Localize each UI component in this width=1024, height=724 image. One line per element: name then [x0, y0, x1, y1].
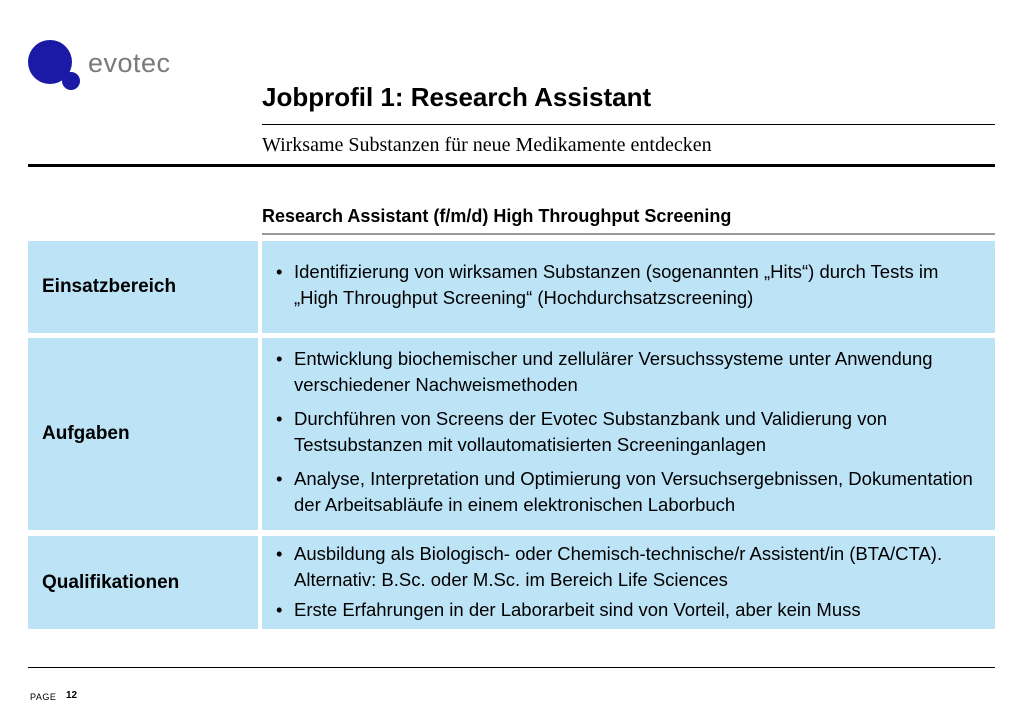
title-divider [262, 124, 995, 125]
list-item: • Entwicklung biochemischer und zellulärer Versuchssysteme unter Anwendung verschiedener Nachweismethoden [276, 346, 985, 398]
logo-dot-small [62, 72, 80, 90]
row-aufgaben [28, 338, 995, 530]
list-item: • Durchführen von Screens der Evotec Substanzbank und Validierung von Testsubstanzen mit vollautomatisierten Screeninganlagen [276, 406, 985, 458]
page-title: Jobprofil 1: Research Assistant [262, 82, 652, 112]
row-content [262, 338, 995, 530]
page-subtitle: Wirksame Substanzen für neue Medikamente entdecken [262, 134, 712, 156]
row-content [262, 536, 995, 629]
header-divider [28, 164, 995, 167]
evotec-logo [28, 38, 188, 94]
list-item: • Identifizierung von wirksamen Substanzen (sogenannten „Hits“) durch Tests im „High Throughput Screening“ (Hochdurchsatzscreening) [276, 259, 985, 311]
list-item: • Analyse, Interpretation und Optimierung von Versuchsergebnissen, Dokumentation der Arbeitsabläufe in einem elektronischen Laborbuch [276, 466, 985, 518]
job-title: Research Assistant (f/m/d) High Throughput Screening [262, 206, 732, 226]
row-label: Qualifikationen [28, 536, 258, 629]
row-label: Einsatzbereich [28, 241, 258, 333]
row-content [262, 241, 995, 333]
list-item: • Erste Erfahrungen in der Laborarbeit sind von Vorteil, aber kein Muss [276, 597, 985, 623]
row-einsatzbereich [28, 241, 995, 333]
footer-divider [28, 667, 995, 668]
logo-wordmark: evotec [88, 48, 171, 78]
row-label: Aufgaben [28, 338, 258, 530]
job-title-divider [262, 233, 995, 235]
list-item: • Ausbildung als Biologisch- oder Chemisch-technische/r Assistent/in (BTA/CTA). Alternativ: B.Sc. oder M.Sc. im Bereich Life Sciences [276, 541, 985, 593]
row-qualifikationen [28, 536, 995, 629]
page-label: PAGE [30, 692, 57, 702]
page-number: 12 [66, 690, 78, 701]
